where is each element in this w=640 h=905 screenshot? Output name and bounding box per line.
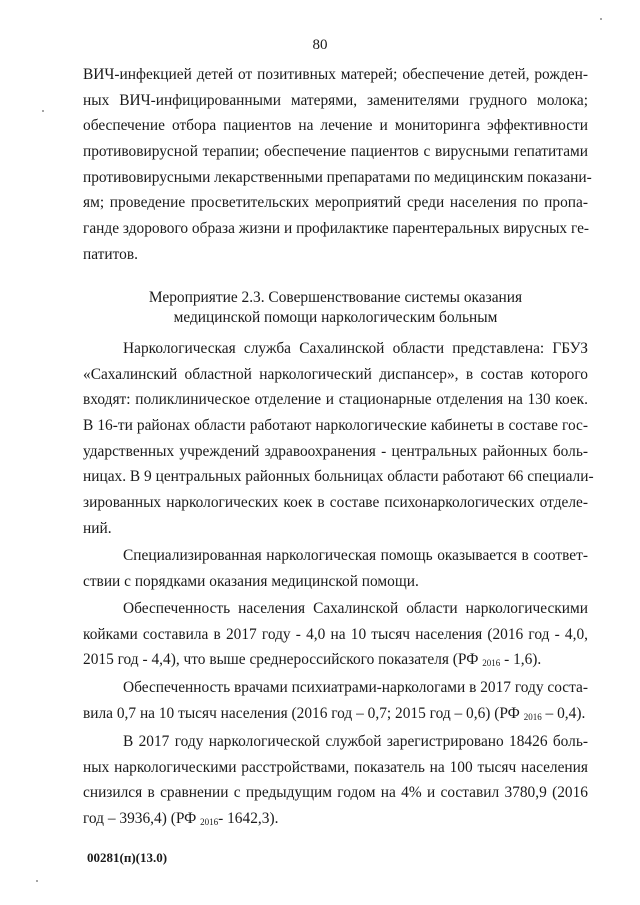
text-line: противовирусными лекарственными препаратами по медицинским показани- bbox=[83, 168, 592, 186]
scan-speck bbox=[42, 110, 44, 112]
document-code: 00281(п)(13.0) bbox=[87, 850, 168, 865]
text-line: зированных наркологических коек в составе психонаркологических отделе- bbox=[83, 494, 588, 512]
text-line: год – 3936,4) (РФ $_{2016}$- 1642,3). bbox=[83, 810, 279, 828]
paragraph-hiv-measures bbox=[83, 62, 592, 268]
text-line: ных ВИЧ-инфицированными матерями, заменителями грудного молока; bbox=[83, 91, 588, 109]
text-line: входят: поликлиническое отделение и стационарные отделения на 130 коек. bbox=[83, 391, 588, 409]
text-line: ных наркологическими расстройствами, показатель на 100 тысяч населения bbox=[83, 758, 588, 776]
text-line: ствии с порядками оказания медицинской помощи. bbox=[83, 572, 419, 590]
text-line: «Сахалинский областной наркологический диспансер», в состав которого bbox=[83, 365, 588, 383]
text-line: В 2017 году наркологической службой зарегистрировано 18426 боль- bbox=[123, 733, 588, 750]
text-line: ВИЧ-инфекцией детей от позитивных матерей; обеспечение детей, рожден- bbox=[83, 66, 588, 83]
scan-speck bbox=[36, 880, 38, 882]
scan-speck bbox=[600, 18, 602, 20]
text-line: Обеспеченность врачами психиатрами-наркологами в 2017 году соста- bbox=[123, 679, 589, 696]
text-line: койками составила в 2017 году - 4,0 на 10 тысяч населения (2016 год - 4,0, bbox=[83, 625, 588, 643]
text-line: Специализированная наркологическая помощь оказывается в соответ- bbox=[123, 547, 588, 564]
paragraph-registered-patients bbox=[83, 729, 588, 832]
text-line: ям; проведение просветительских мероприятий среди населения по пропа- bbox=[83, 194, 588, 212]
text-line: патитов. bbox=[83, 245, 138, 263]
section-heading bbox=[83, 288, 588, 328]
text-line: Наркологическая служба Сахалинской области представлена: ГБУЗ bbox=[123, 340, 588, 357]
text-line: обеспечение отбора пациентов на лечение и мониторинга эффективности bbox=[83, 117, 588, 135]
text-line: 2015 год - 4,4), что выше среднероссийского показателя (РФ $_{2016}$ - 1,6). bbox=[83, 651, 542, 669]
text-line: Обеспеченность населения Сахалинской области наркологическими bbox=[123, 600, 588, 617]
heading-line: медицинской помощи наркологическим больным bbox=[173, 309, 498, 326]
paragraph-specialized-care bbox=[83, 543, 588, 594]
page-number: 80 bbox=[312, 37, 328, 53]
text-line: ганде здорового образа жизни и профилактике парентеральных вирусных ге- bbox=[83, 220, 590, 238]
paragraph-doctor-provision bbox=[83, 675, 588, 726]
text-line: противовирусной терапии; обеспечение пациентов с вирусными гепатитами bbox=[83, 143, 588, 161]
text-line: ницах. В 9 центральных районных больницах области работают 66 специали- bbox=[83, 468, 594, 486]
heading-line: Мероприятие 2.3. Совершенствование системы оказания bbox=[148, 289, 523, 306]
text-line: снизился в сравнении с предыдущим годом на 4% и составил 3780,9 (2016 bbox=[83, 784, 588, 802]
text-line: В 16-ти районах области работают наркологические кабинеты в составе гос- bbox=[83, 417, 588, 435]
text-line: ударственных учреждений здравоохранения - центральных районных боль- bbox=[83, 442, 588, 460]
text-line: вила 0,7 на 10 тысяч населения (2016 год – 0,7; 2015 год – 0,6) (РФ $_{2016}$ – 0,4). bbox=[83, 704, 586, 722]
paragraph-bed-provision bbox=[83, 596, 588, 673]
text-line: ний. bbox=[83, 519, 112, 537]
paragraph-narcology-service bbox=[83, 336, 594, 542]
